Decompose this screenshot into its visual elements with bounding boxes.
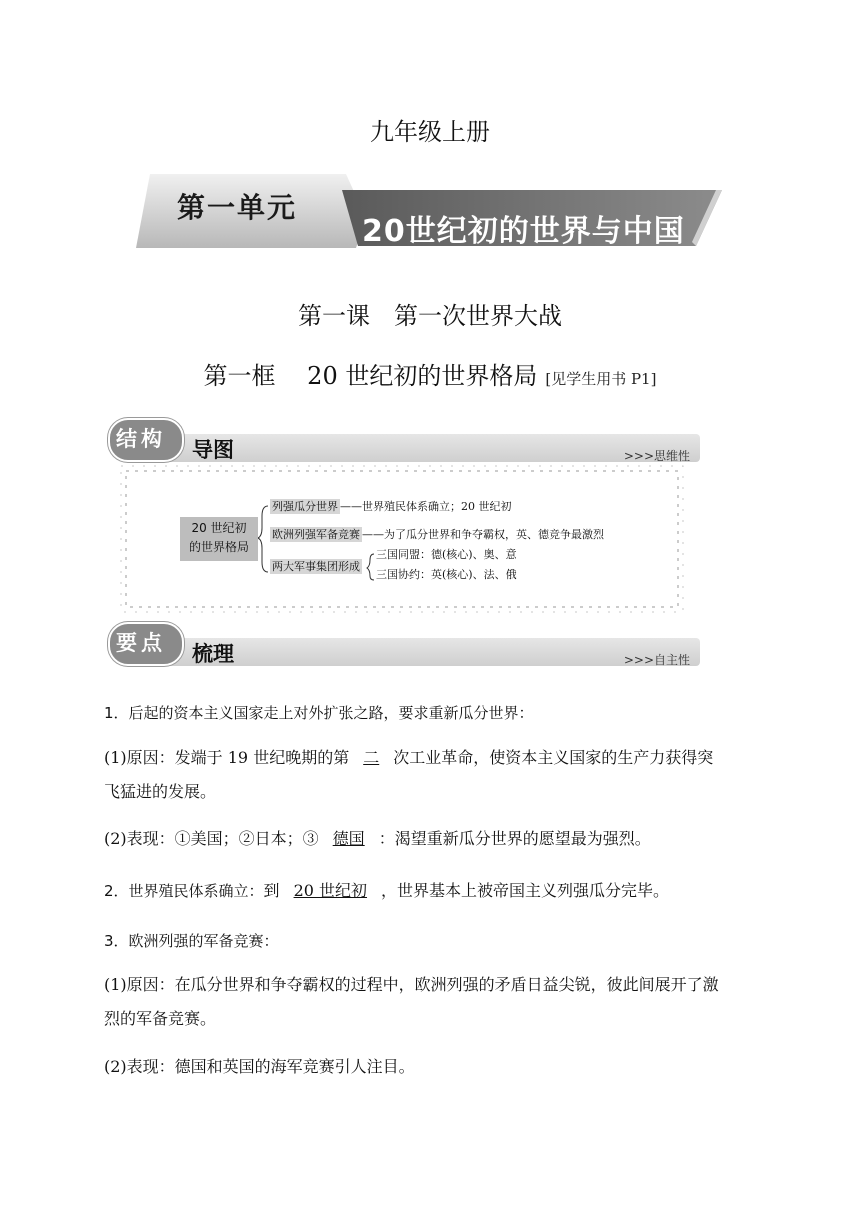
- section-title: 导图: [192, 438, 234, 462]
- section-header-structure: [108, 418, 700, 468]
- point-3-heading: 3．欧洲列强的军备竞赛：: [104, 932, 279, 950]
- branch-key: 两大军事集团形成: [272, 560, 360, 573]
- answer-blank: 20 世纪初: [293, 881, 368, 900]
- mind-map-center: [180, 517, 258, 561]
- point-2-heading: 2．世界殖民体系确立：: [104, 882, 264, 900]
- text: 飞猛进的发展。: [104, 782, 217, 801]
- branch-key: 欧洲列强军备竞赛: [272, 528, 360, 541]
- frame-title-text: 第一框 20 世纪初的世界格局: [203, 362, 538, 390]
- point-3-1: [104, 968, 760, 1036]
- mind-map-sub-1: 三国同盟：德(核心)、奥、意: [376, 548, 517, 561]
- lesson-title: 第一课 第一次世界大战: [298, 302, 562, 330]
- unit-number: 第一单元: [177, 191, 298, 224]
- text: (1)原因：在瓜分世界和争夺霸权的过程中，欧洲列强的矛盾日益尖锐，彼此间展开了激: [104, 975, 719, 994]
- frame-title: [0, 356, 860, 391]
- section-badge-text: 要点: [116, 631, 166, 655]
- text: ，世界基本上被帝国主义列强瓜分完毕。: [381, 881, 670, 900]
- branch-text: ——为了瓜分世界和争夺霸权，英、德竞争最激烈: [362, 528, 604, 541]
- mind-map-center-line2: 的世界格局: [188, 540, 249, 554]
- section-header-points: [108, 622, 700, 672]
- answer-blank: 德国: [332, 829, 365, 848]
- text: ：渴望重新瓜分世界的愿望最为强烈。: [378, 829, 651, 848]
- point-1-2: [104, 822, 760, 856]
- point-2: [104, 874, 760, 908]
- text: 烈的军备竞赛。: [104, 1009, 217, 1028]
- mind-map-branch-3: [270, 560, 362, 574]
- point-1-1: [104, 741, 760, 809]
- branch-key: 列强瓜分世界: [272, 500, 338, 513]
- branch-text: ——世界殖民体系确立；20 世纪初: [340, 500, 512, 513]
- section-title: 梳理: [192, 642, 234, 666]
- text: (2)表现：①美国；②日本；③: [104, 829, 319, 848]
- point-1-heading: 1．后起的资本主义国家走上对外扩张之路，要求重新瓜分世界：: [104, 704, 534, 722]
- unit-title: 20世纪初的世界与中国: [362, 214, 685, 249]
- answer-blank: 二: [363, 748, 380, 767]
- point-3-2: (2)表现：德国和英国的海军竞赛引人注目。: [104, 1057, 415, 1076]
- mind-map-center-line1: 20 世纪初: [191, 521, 247, 535]
- frame-reference: [见学生用书 P1]: [545, 370, 657, 388]
- grade-label: 九年级上册: [370, 118, 490, 146]
- section-badge-text: 结构: [116, 427, 166, 451]
- mind-map-branch-2: [270, 528, 604, 542]
- mind-map-branch-1: [270, 500, 512, 514]
- mind-map: [118, 462, 686, 616]
- section-tag: >>>自主性: [623, 653, 690, 667]
- section-tag: >>>思维性: [623, 449, 690, 463]
- text: 到: [263, 881, 280, 900]
- text: (1)原因：发端于 19 世纪晚期的第: [104, 748, 350, 767]
- text: 次工业革命，使资本主义国家的生产力获得突: [393, 748, 714, 767]
- mind-map-sub-2: 三国协约：英(核心)、法、俄: [376, 568, 517, 581]
